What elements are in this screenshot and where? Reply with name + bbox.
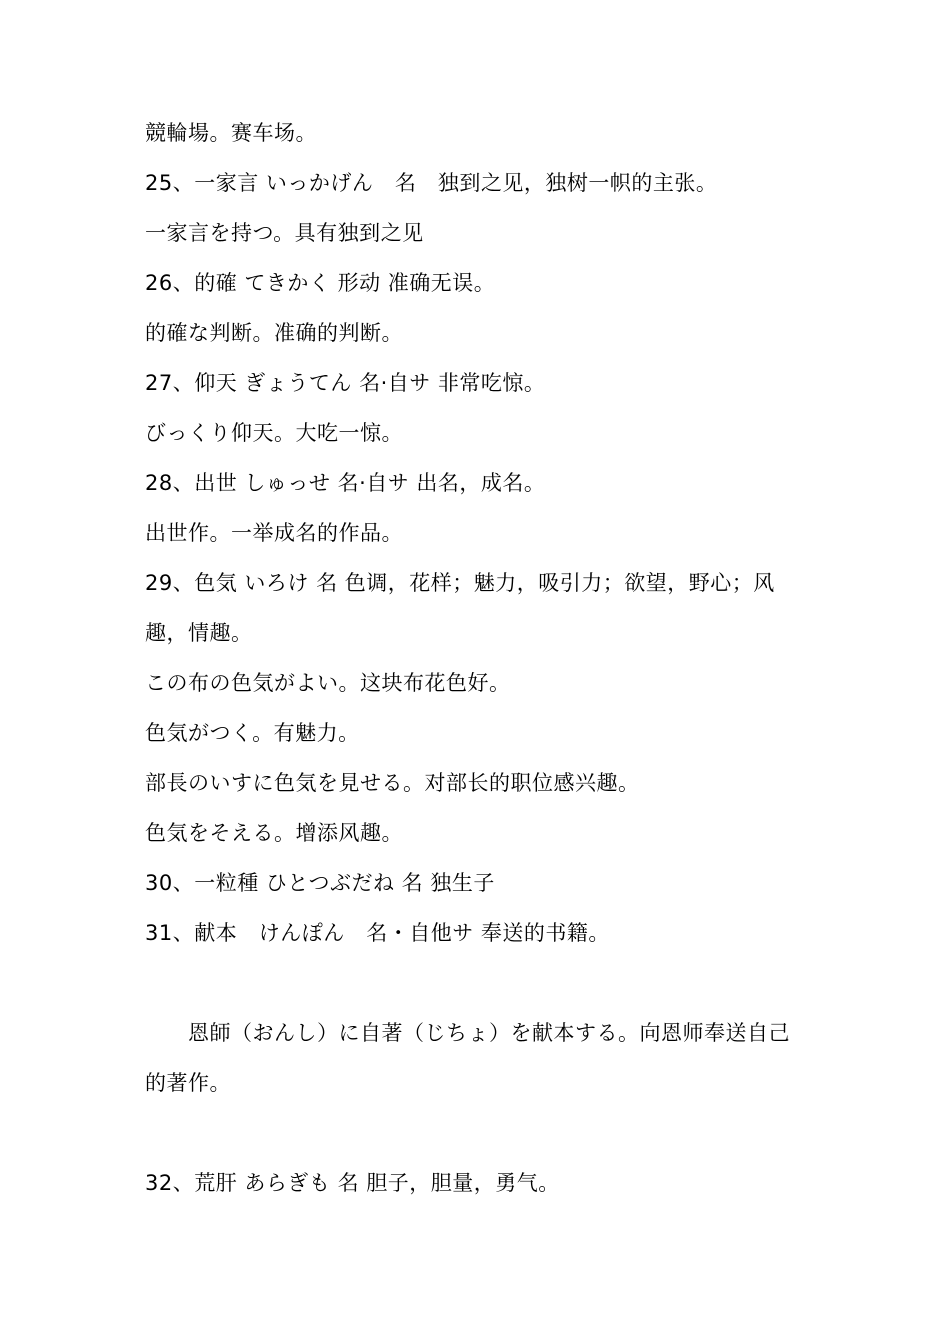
entry-32-heading: 32、荒肝 あらぎも 名 胆子，胆量，勇气。: [145, 1171, 560, 1195]
entry-29-heading-continued: 趣，情趣。: [145, 621, 253, 645]
entry-30-heading: 30、一粒種 ひとつぶだね 名 独生子: [145, 871, 495, 895]
entry-25-example: 一家言を持つ。具有独到之见: [145, 221, 424, 245]
entry-29-example-1: この布の色気がよい。这块布花色好。: [145, 671, 511, 695]
entry-27-heading: 27、仰天 ぎょうてん 名·自サ 非常吃惊。: [145, 371, 546, 395]
text-line-keirinjo: 競輪場。赛车场。: [145, 121, 317, 145]
entry-26-example: 的確な判断。准确的判断。: [145, 321, 403, 345]
entry-29-heading: 29、色気 いろけ 名 色调，花样；魅力，吸引力；欲望，野心；风: [145, 571, 775, 595]
entry-28-heading: 28、出世 しゅっせ 名·自サ 出名，成名。: [145, 471, 546, 495]
entry-27-example: びっくり仰天。大吃一惊。: [145, 421, 403, 445]
entry-28-example: 出世作。一举成名的作品。: [145, 521, 403, 545]
entry-29-example-4: 色気をそえる。增添风趣。: [145, 821, 403, 845]
entry-25-heading: 25、一家言 いっかげん 名 独到之见，独树一帜的主张。: [145, 171, 718, 195]
entry-29-example-3: 部長のいすに色気を見せる。对部长的职位感兴趣。: [145, 771, 640, 795]
entry-29-example-2: 色気がつく。有魅力。: [145, 721, 360, 745]
entry-31-heading: 31、献本 けんぽん 名・自他サ 奉送的书籍。: [145, 921, 610, 945]
entry-31-example-continued: 的著作。: [145, 1071, 231, 1095]
entry-26-heading: 26、的確 てきかく 形动 准确无误。: [145, 271, 496, 295]
entry-31-example: 恩師（おんし）に自著（じちょ）を献本する。向恩师奉送自己: [145, 1021, 790, 1045]
